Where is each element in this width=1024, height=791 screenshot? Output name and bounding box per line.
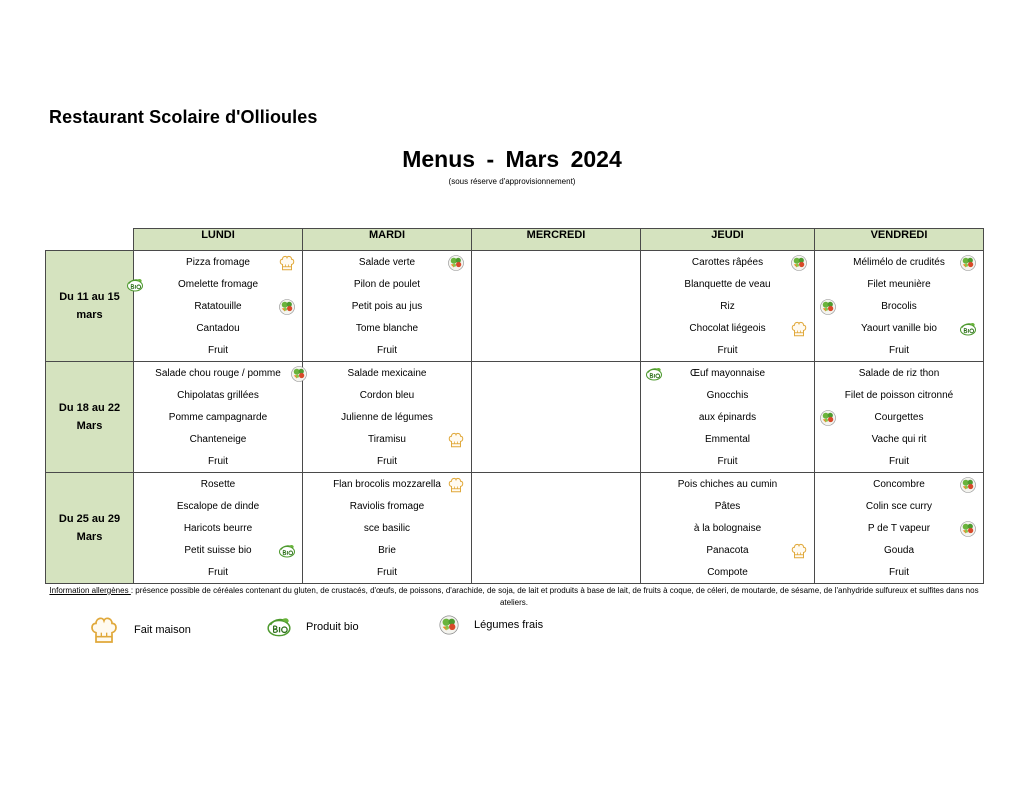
menu-item-text: Yaourt vanille bio	[861, 323, 937, 334]
menu-item-text: Gouda	[883, 545, 915, 556]
menu-item	[641, 518, 814, 540]
menu-item	[815, 363, 983, 385]
menu-item-text: Omelette fromage	[177, 279, 259, 290]
menu-item	[641, 407, 814, 429]
menu-item	[815, 318, 983, 340]
bio-icon	[278, 542, 296, 560]
menu-item-text: Concombre	[873, 479, 925, 490]
legend-produit-bio-label: Produit bio	[306, 621, 359, 633]
menu-item-text: Fruit	[889, 456, 909, 467]
menu-item	[815, 474, 983, 496]
menu-item	[815, 385, 983, 407]
menu-cell-jeudi	[641, 473, 815, 584]
menu-item-text: Pizza fromage	[186, 257, 250, 268]
menu-item	[641, 340, 814, 362]
menu-item-text: Filet meunière	[867, 279, 931, 290]
menu-item-text: Brie	[378, 545, 396, 556]
menu-item	[815, 451, 983, 473]
menu-item-text: Fruit	[889, 345, 909, 356]
menu-item-text: Tiramisu	[368, 434, 406, 445]
menu-item	[303, 318, 471, 340]
menu-item-text: à la bolognaise	[693, 523, 762, 534]
legend-fait-maison	[88, 614, 191, 646]
menu-item	[134, 562, 302, 584]
menu-item	[134, 296, 302, 318]
vegetables-icon	[959, 476, 977, 494]
menu-item	[641, 385, 814, 407]
week-row	[46, 251, 984, 362]
menu-item	[303, 562, 471, 584]
menu-cell-mardi	[303, 473, 472, 584]
menu-item-text: aux épinards	[698, 412, 757, 423]
vegetables-icon	[278, 298, 296, 316]
restaurant-name: Restaurant Scolaire d'Ollioules	[49, 107, 318, 127]
menu-item	[815, 407, 983, 429]
menu-item-text: Carottes râpées	[691, 257, 764, 268]
day-header-mercredi: MERCREDI	[472, 229, 641, 251]
week-row	[46, 362, 984, 473]
chef-hat-icon	[447, 431, 465, 449]
menu-item-text: Fruit	[208, 567, 228, 578]
bio-icon	[645, 365, 663, 383]
menu-item-text: sce basilic	[363, 523, 411, 534]
menu-item-text: Julienne de légumes	[341, 412, 433, 423]
menu-item-text: Raviolis fromage	[349, 501, 425, 512]
legend-fait-maison-label: Fait maison	[134, 624, 191, 636]
menu-item	[134, 496, 302, 518]
week-label-line: mars	[76, 309, 103, 321]
week-label	[46, 473, 134, 584]
menu-cell-lundi	[134, 251, 303, 362]
menu-item-text: Chipolatas grillées	[177, 390, 259, 401]
menu-item-text: Fruit	[208, 345, 228, 356]
menu-item	[303, 474, 471, 496]
menu-item-text: Salade de riz thon	[858, 368, 940, 379]
vegetables-icon	[959, 520, 977, 538]
page-subtitle: (sous réserve d'approvisionnement)	[448, 177, 576, 186]
menu-cell-vendredi	[815, 251, 984, 362]
menu-cell-vendredi	[815, 362, 984, 473]
week-label-line: Du 25 au 29	[58, 513, 121, 525]
menu-item-text: Panacota	[706, 545, 749, 556]
menu-item	[815, 540, 983, 562]
menu-item-text: Fruit	[717, 345, 738, 356]
menu-item-text: Fruit	[377, 345, 397, 356]
menu-item	[815, 274, 983, 296]
menu-item	[134, 274, 302, 296]
legend-produit-bio	[266, 614, 359, 640]
menu-item-text: Escalope de dinde	[176, 501, 260, 512]
day-header-lundi: LUNDI	[134, 229, 303, 251]
menu-item	[815, 429, 983, 451]
menu-item-text: Vache qui rit	[871, 434, 927, 445]
menu-item-text: Pois chiches au cumin	[677, 479, 778, 490]
menu-cell-mardi	[303, 362, 472, 473]
menu-item-text: Petit suisse bio	[184, 545, 252, 556]
menu-item-text: Gnocchis	[706, 390, 749, 401]
menu-item	[641, 474, 814, 496]
menu-item-text: Brocolis	[881, 301, 917, 312]
menu-item-text: Pomme campagnarde	[168, 412, 268, 423]
menu-cell-mercredi	[472, 473, 641, 584]
menu-item	[815, 496, 983, 518]
menu-item	[134, 252, 302, 274]
bio-icon	[959, 320, 977, 338]
menu-cell-lundi	[134, 473, 303, 584]
menu-item-text: Emmental	[704, 434, 750, 445]
menu-item	[641, 363, 814, 385]
menu-item-text: Haricots beurre	[183, 523, 253, 534]
menu-item-text: Filet de poisson citronné	[844, 390, 954, 401]
menu-item	[134, 318, 302, 340]
menu-item	[641, 274, 814, 296]
menu-item-text: Salade verte	[358, 257, 416, 268]
menu-item-text: Fruit	[377, 456, 397, 467]
menu-item-text: Chocolat liégeois	[689, 323, 766, 334]
day-header-vendredi: VENDREDI	[815, 229, 984, 251]
menu-item-text: Cordon bleu	[359, 390, 415, 401]
menu-cell-mardi	[303, 251, 472, 362]
menu-item	[303, 296, 471, 318]
week-label-line: Du 11 au 15	[59, 291, 120, 303]
bio-icon	[266, 614, 292, 640]
week-label-line: Du 18 au 22	[58, 402, 121, 414]
menu-item-text: Blanquette de veau	[684, 279, 771, 290]
week-label	[46, 362, 134, 473]
menu-item	[303, 274, 471, 296]
menu-item-text: Courgettes	[874, 412, 924, 423]
menu-item-text: Chanteneige	[189, 434, 247, 445]
menu-item	[641, 429, 814, 451]
menu-item-text: Tome blanche	[355, 323, 419, 334]
menu-item	[303, 540, 471, 562]
menu-item-text: Fruit	[377, 567, 397, 578]
menu-item	[815, 252, 983, 274]
menu-item	[815, 296, 983, 318]
legend-legumes-frais-label: Légumes frais	[474, 619, 544, 631]
menu-item	[303, 407, 471, 429]
menu-item-text: Pilon de poulet	[353, 279, 421, 290]
menu-item-text: Œuf mayonnaise	[689, 368, 766, 379]
week-row	[46, 473, 984, 584]
menu-table	[45, 228, 984, 584]
bio-icon	[126, 276, 144, 294]
vegetables-icon	[819, 298, 837, 316]
menu-item	[815, 518, 983, 540]
chef-hat-icon	[278, 254, 296, 272]
menu-item-text: P de T vapeur	[867, 523, 931, 534]
menu-item-text: Colin sce curry	[865, 501, 933, 512]
menu-cell-lundi	[134, 362, 303, 473]
menu-item-text: Fruit	[717, 456, 738, 467]
menu-item	[641, 496, 814, 518]
menu-item	[303, 340, 471, 362]
menu-item	[134, 540, 302, 562]
menu-item	[134, 451, 302, 473]
week-label-line: Mars	[76, 531, 103, 543]
menu-item	[641, 296, 814, 318]
menu-item-text: Fruit	[889, 567, 909, 578]
day-header-mardi: MARDI	[303, 229, 472, 251]
menu-item	[641, 252, 814, 274]
menu-cell-vendredi	[815, 473, 984, 584]
menu-item	[134, 363, 302, 385]
vegetables-icon	[959, 254, 977, 272]
vegetables-icon	[790, 254, 808, 272]
menu-item	[303, 385, 471, 407]
menu-item-text: Salade mexicaine	[347, 368, 427, 379]
header-corner	[46, 229, 134, 251]
menu-item	[641, 318, 814, 340]
chef-hat-icon	[88, 614, 120, 646]
menu-cell-mercredi	[472, 251, 641, 362]
menu-item	[134, 474, 302, 496]
week-label	[46, 251, 134, 362]
menu-item-text: Petit pois au jus	[351, 301, 423, 312]
day-header-jeudi: JEUDI	[641, 229, 815, 251]
menu-item	[303, 429, 471, 451]
chef-hat-icon	[447, 476, 465, 494]
vegetables-icon	[819, 409, 837, 427]
allergen-note-heading: Information allergènes	[49, 586, 131, 595]
menu-item-text: Fruit	[208, 456, 228, 467]
vegetables-icon	[447, 254, 465, 272]
menu-item	[815, 562, 983, 584]
menu-item-text: Mélimélo de crudités	[853, 257, 945, 268]
menu-item-text: Rosette	[200, 479, 236, 490]
menu-cell-jeudi	[641, 362, 815, 473]
page-title: Menus - Mars 2024	[402, 146, 622, 172]
menu-item-text: Pâtes	[714, 501, 741, 512]
menu-item	[641, 451, 814, 473]
menu-cell-jeudi	[641, 251, 815, 362]
chef-hat-icon	[790, 542, 808, 560]
menu-item	[303, 252, 471, 274]
menu-item	[815, 340, 983, 362]
menu-item	[134, 385, 302, 407]
chef-hat-icon	[790, 320, 808, 338]
menu-cell-mercredi	[472, 362, 641, 473]
menu-item	[134, 340, 302, 362]
menu-item	[134, 407, 302, 429]
menu-item-text: Salade chou rouge / pomme	[155, 368, 281, 379]
menu-item	[303, 518, 471, 540]
menu-item	[641, 562, 814, 584]
menu-item	[303, 451, 471, 473]
menu-item	[303, 496, 471, 518]
menu-item-text: Flan brocolis mozzarella	[333, 479, 441, 490]
menu-item	[134, 518, 302, 540]
week-label-line: Mars	[76, 420, 103, 432]
menu-item	[641, 540, 814, 562]
vegetables-icon	[438, 614, 460, 636]
allergen-note-text: : présence possible de céréales contenant du gluten, de crustacés, d'œufs, de poissons, d'arachide, de soja, de lait et produits à base de lait, de fruits à coque, de céleri, de moutarde, de sésame, de l'anhydride sulfureux et sulfites dans nos ateliers.	[130, 586, 979, 607]
menu-item-text: Ratatouille	[194, 301, 242, 312]
legend-legumes-frais	[438, 614, 543, 636]
menu-item-text: Riz	[720, 301, 735, 312]
menu-item-text: Cantadou	[196, 323, 240, 334]
menu-item-text: Compote	[707, 567, 748, 578]
menu-item	[303, 363, 471, 385]
menu-item	[134, 429, 302, 451]
allergen-note	[45, 585, 983, 609]
